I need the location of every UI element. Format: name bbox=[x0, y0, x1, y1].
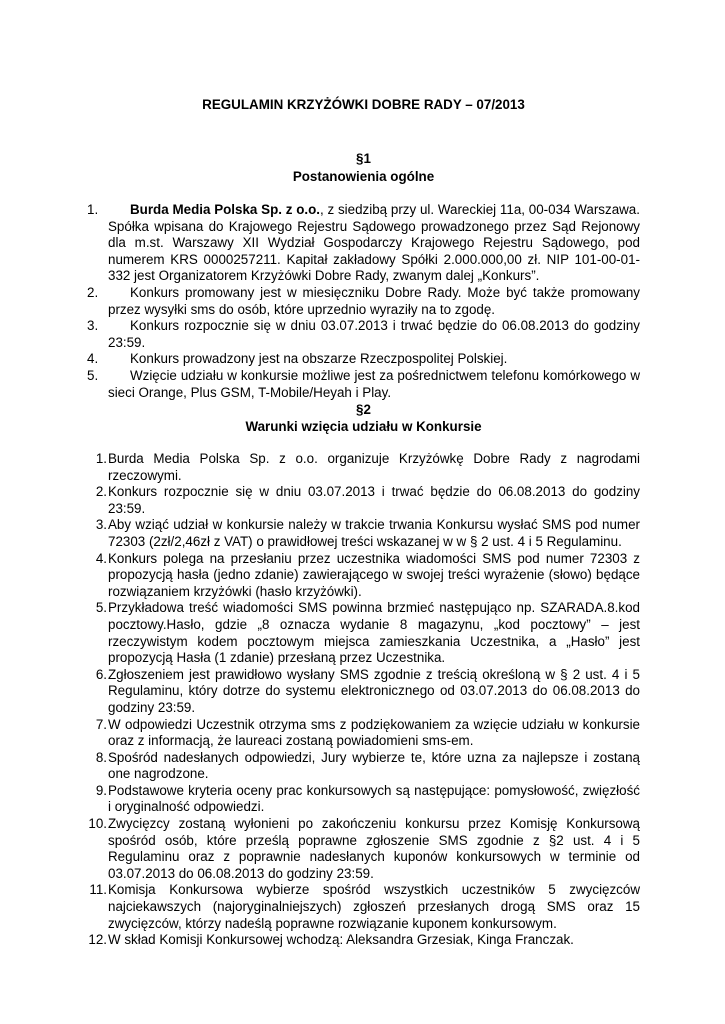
section-2-item-12 bbox=[87, 932, 640, 949]
item-number: 10. bbox=[88, 816, 107, 832]
item-text: W odpowiedzi Uczestnik otrzyma sms z podziękowaniem za wzięcie udziału w konkursie oraz z informacją, że laureaci zostaną powiadomieni sms-em. bbox=[108, 716, 640, 749]
item-text: Zwycięzcy zostaną wyłonieni po zakończeniu konkursu przez Komisję Konkursową spośród osób, które prześlą poprawne zgłoszenie SMS zgodnie z §2 ust. 4 i 5 Regulaminu oraz z poprawnie nadesłanych kuponów konkursowych w terminie od 03.07.2013 do 06.08.2013 do godziny 23:59. bbox=[108, 816, 640, 881]
item-text: Komisja Konkursowa wybierze spośród wszystkich uczestników 5 zwycięzców najciekawszych (najoryginalniejszych) zgłoszeń przesłanych drogą SMS oraz 15 zwycięzców, którzy nadeślą poprawne rozwiązanie kuponem konkursowym. bbox=[108, 882, 640, 931]
section-2-item-3 bbox=[87, 517, 640, 550]
section-1-item-5 bbox=[87, 368, 640, 401]
section-1-symbol: §1 bbox=[356, 151, 371, 166]
item-text: Konkurs rozpocznie się w dniu 03.07.2013 i trwać będzie do 06.08.2013 do godziny 23:59. bbox=[108, 484, 640, 516]
item-text: Konkurs rozpocznie się w dniu 03.07.2013 i trwać będzie do 06.08.2013 do godziny 23:59. bbox=[108, 318, 640, 350]
section-1-item-2 bbox=[87, 285, 640, 318]
organizer-name: Burda Media Polska Sp. z o.o. bbox=[130, 202, 321, 217]
section-2-item-8 bbox=[87, 750, 640, 783]
section-2-heading: Warunki wzięcia udziału w Konkursie bbox=[245, 419, 482, 434]
item-number: 5. bbox=[95, 600, 107, 616]
section-2-list bbox=[87, 451, 640, 949]
section-2-item-1 bbox=[87, 451, 640, 484]
section-2-item-4 bbox=[87, 551, 640, 601]
item-number: 1. bbox=[95, 451, 107, 466]
item-number: 2. bbox=[87, 284, 99, 300]
item-number: 1. bbox=[87, 202, 99, 217]
section-1-list bbox=[87, 202, 640, 401]
item-number: 7. bbox=[95, 716, 107, 732]
item-text: Konkurs polega na przesłaniu przez uczestnika wiadomości SMS pod numer 72303 z propozycją hasła (jedno zdanie) zawierającego w swojej treści wyrażenie (słowo) będące rozwiązaniem krzyżówki (hasło krzyżówki). bbox=[108, 550, 640, 599]
item-text: Aby wziąć udział w konkursie należy w trakcie trwania Konkursu wysłać SMS pod numer 72303 (2zł/2,46zł z VAT) o prawidłowej treści wskazanej w w § 2 ust. 4 i 5 Regulaminu. bbox=[108, 517, 640, 549]
item-text: Podstawowe kryteria oceny prac konkursowych są następujące: pomysłowość, zwięzłość i oryginalność odpowiedzi. bbox=[108, 782, 640, 815]
section-2-item-7 bbox=[87, 717, 640, 750]
item-number: 3. bbox=[87, 318, 99, 334]
section-1-item-4 bbox=[87, 351, 640, 368]
section-2-item-2 bbox=[87, 484, 640, 517]
section-2-symbol: §2 bbox=[356, 402, 371, 417]
item-number: 4. bbox=[95, 550, 107, 566]
item-number: 2. bbox=[95, 484, 107, 500]
item-number: 6. bbox=[95, 666, 107, 682]
item-text: , z siedzibą przy ul. Wareckiej 11a, 00-034 Warszawa. Spółka wpisana do Krajowego Rejestru Sądowego prowadzonego przez Sąd Rejonowy dla m.st. Warszawy XII Wydział Gospodarczy Krajowego Rejestru Sądowego, pod numerem KRS 0000257211. Kapitał zakładowy Spółki 2.000.000,00 zł. NIP 101-00-01-332 jest Organizatorem Krzyżówki Dobre Rady, zwanym dalej „Konkurs”. bbox=[108, 202, 640, 284]
item-text: Spośród nadesłanych odpowiedzi, Jury wybierze te, które uzna za najlepsze i zostaną one nagrodzone. bbox=[108, 749, 640, 782]
item-number: 12. bbox=[88, 932, 107, 948]
section-1-item-3 bbox=[87, 318, 640, 351]
item-text: W skład Komisji Konkursowej wchodzą: Aleksandra Grzesiak, Kinga Franczak. bbox=[108, 932, 574, 948]
section-1-item-1 bbox=[87, 202, 640, 285]
item-number: 9. bbox=[95, 782, 107, 798]
item-text: Zgłoszeniem jest prawidłowo wysłany SMS zgodnie z treścią określoną w § 2 ust. 4 i 5 Regulaminu, który dotrze do systemu elektronicznego od 03.07.2013 do 06.08.2013 do godziny 23:59. bbox=[108, 666, 640, 715]
item-text: Wzięcie udziału w konkursie możliwe jest za pośrednictwem telefonu komórkowego w sieci Orange, Plus GSM, T-Mobile/Heyah i Play. bbox=[108, 367, 640, 400]
section-2-item-6 bbox=[87, 667, 640, 717]
section-1-heading: Postanowienia ogólne bbox=[292, 169, 435, 184]
document-title: REGULAMIN KRZYŻÓWKI DOBRE RADY – 07/2013 bbox=[202, 97, 525, 112]
item-number: 5. bbox=[87, 367, 99, 383]
section-2-item-11 bbox=[87, 882, 640, 932]
item-number: 8. bbox=[95, 749, 107, 765]
item-text: Burda Media Polska Sp. z o.o. organizuje Krzyżówkę Dobre Rady z nagrodami rzeczowymi. bbox=[108, 451, 640, 483]
section-2-item-10 bbox=[87, 816, 640, 882]
item-number: 4. bbox=[87, 351, 99, 367]
item-number: 11. bbox=[89, 882, 107, 898]
section-2-item-5 bbox=[87, 600, 640, 666]
item-number: 3. bbox=[95, 517, 107, 533]
item-text: Konkurs prowadzony jest na obszarze Rzeczpospolitej Polskiej. bbox=[130, 351, 508, 367]
item-text: Konkurs promowany jest w miesięczniku Dobre Rady. Może być także promowany przez wysyłki sms do osób, które uprzednio wyraziły na to zgodę. bbox=[108, 284, 640, 317]
section-2-item-9 bbox=[87, 783, 640, 816]
item-text: Przykładowa treść wiadomości SMS powinna brzmieć następująco np. SZARADA.8.kod pocztowy.Hasło, gdzie „8 oznacza wydanie 8 magazynu, „kod pocztowy” – jest rzeczywistym kodem pocztowym miejsca zamieszkania Uczestnika, a „Hasło” jest propozycją Hasła (1 zdanie) przesłaną przez Uczestnika. bbox=[108, 600, 640, 666]
